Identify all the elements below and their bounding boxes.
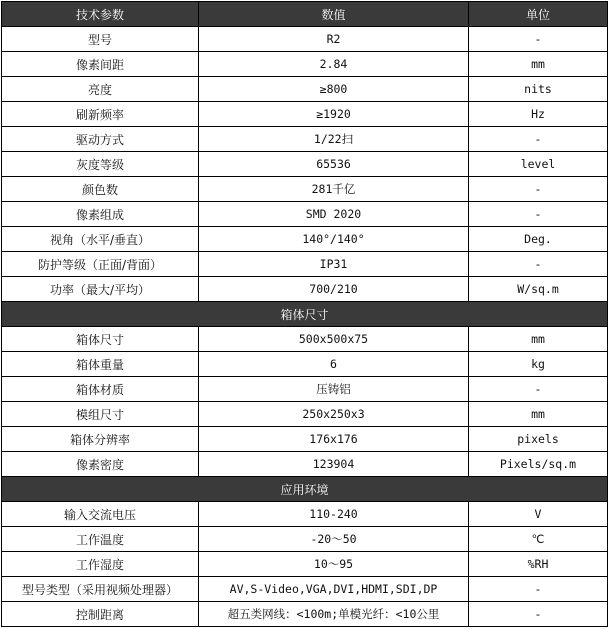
param-unit: ℃: [469, 527, 608, 552]
param-name: 箱体分辨率: [2, 427, 199, 452]
param-unit: mm: [469, 402, 608, 427]
table-row: [2, 227, 608, 252]
section-title-environment: 应用环境: [2, 477, 608, 502]
param-value: 176x176: [199, 427, 469, 452]
param-unit: %RH: [469, 552, 608, 577]
param-value: ≥800: [199, 77, 469, 102]
param-value: 2.84: [199, 52, 469, 77]
param-unit: -: [469, 602, 608, 627]
section-row-environment: [2, 477, 608, 502]
param-name: 功率（最大/平均）: [2, 277, 199, 302]
param-value: 700/210: [199, 277, 469, 302]
param-name: 刷新频率: [2, 102, 199, 127]
param-unit: Hz: [469, 102, 608, 127]
table-row: [2, 602, 608, 627]
param-name: 箱体材质: [2, 377, 199, 402]
table-row: [2, 427, 608, 452]
param-name: 像素组成: [2, 202, 199, 227]
param-unit: level: [469, 152, 608, 177]
param-value: R2: [199, 27, 469, 52]
param-unit: W/sq.m: [469, 277, 608, 302]
section-row-cabinet: [2, 302, 608, 327]
table-row: [2, 402, 608, 427]
param-name: 像素密度: [2, 452, 199, 477]
table-row: [2, 577, 608, 602]
param-value: 140°/140°: [199, 227, 469, 252]
param-unit: pixels: [469, 427, 608, 452]
param-name: 视角（水平/垂直）: [2, 227, 199, 252]
param-value: 65536: [199, 152, 469, 177]
param-name: 工作湿度: [2, 552, 199, 577]
table-row: [2, 327, 608, 352]
table-row: [2, 152, 608, 177]
param-name: 亮度: [2, 77, 199, 102]
param-unit: -: [469, 27, 608, 52]
table-row: [2, 352, 608, 377]
param-unit: -: [469, 252, 608, 277]
table-row: [2, 27, 608, 52]
table-row: [2, 252, 608, 277]
param-unit: -: [469, 202, 608, 227]
table-row: [2, 127, 608, 152]
param-unit: -: [469, 177, 608, 202]
param-name: 型号: [2, 27, 199, 52]
param-name: 颜色数: [2, 177, 199, 202]
param-name: 型号类型（采用视频处理器）: [2, 577, 199, 602]
table-row: [2, 202, 608, 227]
param-value: 压铸铝: [199, 377, 469, 402]
table-row: [2, 77, 608, 102]
param-value: -20～50: [199, 527, 469, 552]
param-value: 281千亿: [199, 177, 469, 202]
param-unit: V: [469, 502, 608, 527]
header-row: [2, 2, 608, 27]
param-value: ≥1920: [199, 102, 469, 127]
param-unit: kg: [469, 352, 608, 377]
param-value: 1/22扫: [199, 127, 469, 152]
header-unit: 单位: [469, 2, 608, 27]
param-unit: Pixels/sq.m: [469, 452, 608, 477]
param-value: AV,S-Video,VGA,DVI,HDMI,SDI,DP: [199, 577, 469, 602]
param-value: 123904: [199, 452, 469, 477]
param-name: 防护等级（正面/背面）: [2, 252, 199, 277]
spec-table: [1, 1, 608, 627]
header-value: 数值: [199, 2, 469, 27]
param-unit: nits: [469, 77, 608, 102]
param-unit: mm: [469, 52, 608, 77]
param-value: SMD 2020: [199, 202, 469, 227]
header-param: 技术参数: [2, 2, 199, 27]
param-unit: -: [469, 577, 608, 602]
param-unit: Deg.: [469, 227, 608, 252]
table-row: [2, 502, 608, 527]
table-row: [2, 102, 608, 127]
table-row: [2, 277, 608, 302]
param-value: 500x500x75: [199, 327, 469, 352]
section-title-cabinet: 箱体尺寸: [2, 302, 608, 327]
param-unit: -: [469, 377, 608, 402]
param-name: 输入交流电压: [2, 502, 199, 527]
param-name: 像素间距: [2, 52, 199, 77]
table-row: [2, 52, 608, 77]
param-name: 箱体重量: [2, 352, 199, 377]
param-name: 工作温度: [2, 527, 199, 552]
param-value: 6: [199, 352, 469, 377]
param-unit: -: [469, 127, 608, 152]
param-value: 超五类网线：<100m;单模光纤：<10公里: [199, 602, 469, 627]
param-name: 控制距离: [2, 602, 199, 627]
table-row: [2, 377, 608, 402]
param-name: 箱体尺寸: [2, 327, 199, 352]
param-name: 模组尺寸: [2, 402, 199, 427]
param-unit: mm: [469, 327, 608, 352]
param-value: 10～95: [199, 552, 469, 577]
table-row: [2, 177, 608, 202]
table-row: [2, 527, 608, 552]
table-row: [2, 552, 608, 577]
param-name: 灰度等级: [2, 152, 199, 177]
param-value: 250x250x3: [199, 402, 469, 427]
param-value: IP31: [199, 252, 469, 277]
table-row: [2, 452, 608, 477]
param-value: 110-240: [199, 502, 469, 527]
param-name: 驱动方式: [2, 127, 199, 152]
